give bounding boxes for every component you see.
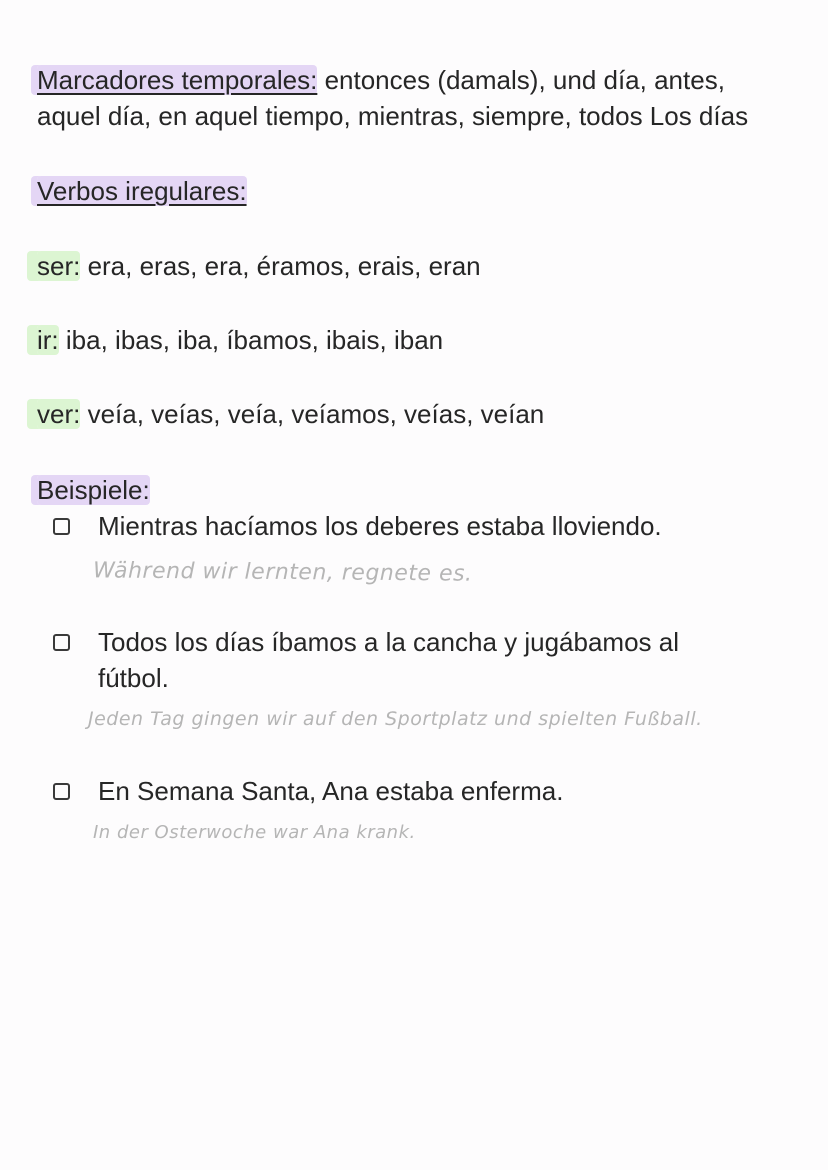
verb-label: ver: (37, 399, 81, 429)
example-sentence: Mientras hacíamos los deberes estaba lloviendo. (98, 511, 662, 541)
examples-label: Beispiele: (37, 475, 150, 505)
example-item-1 (53, 508, 738, 544)
verb-ser (37, 248, 481, 284)
verb-forms: iba, ibas, iba, íbamos, ibais, iban (58, 325, 444, 355)
example-translation: Während wir lernten, regnete es. (92, 558, 473, 587)
example-sentence: Todos los días íbamos a la cancha y jugábamos al fútbol. (98, 627, 680, 693)
example-translation: Jeden Tag gingen wir auf den Sportplatz und spielten Fußball. (88, 708, 703, 730)
verb-label: ir: (37, 325, 59, 355)
markers-list-start: entonces (damals), und día, antes, (317, 65, 725, 95)
markers-line-2: aquel día, en aquel tiempo, mientras, siempre, todos Los días (37, 101, 749, 131)
examples-heading (37, 472, 150, 508)
irregular-verbs-label: Verbos iregulares: (37, 176, 247, 206)
example-sentence: En Semana Santa, Ana estaba enferma. (98, 776, 564, 806)
checkbox[interactable] (53, 518, 70, 535)
markers-line-1 (37, 62, 725, 98)
markers-label: Marcadores temporales: (37, 65, 318, 95)
verb-ver (37, 396, 544, 432)
verb-forms: veía, veías, veía, veíamos, veías, veían (80, 399, 545, 429)
irregular-verbs-heading (37, 173, 247, 209)
example-translation: In der Osterwoche war Ana krank. (93, 822, 416, 843)
verb-forms: era, eras, era, éramos, erais, eran (80, 251, 481, 281)
checkbox[interactable] (53, 634, 70, 651)
verb-label: ser: (37, 251, 81, 281)
checkbox[interactable] (53, 783, 70, 800)
example-item-3 (53, 773, 738, 809)
example-item-2 (53, 624, 738, 696)
verb-ir (37, 322, 443, 358)
